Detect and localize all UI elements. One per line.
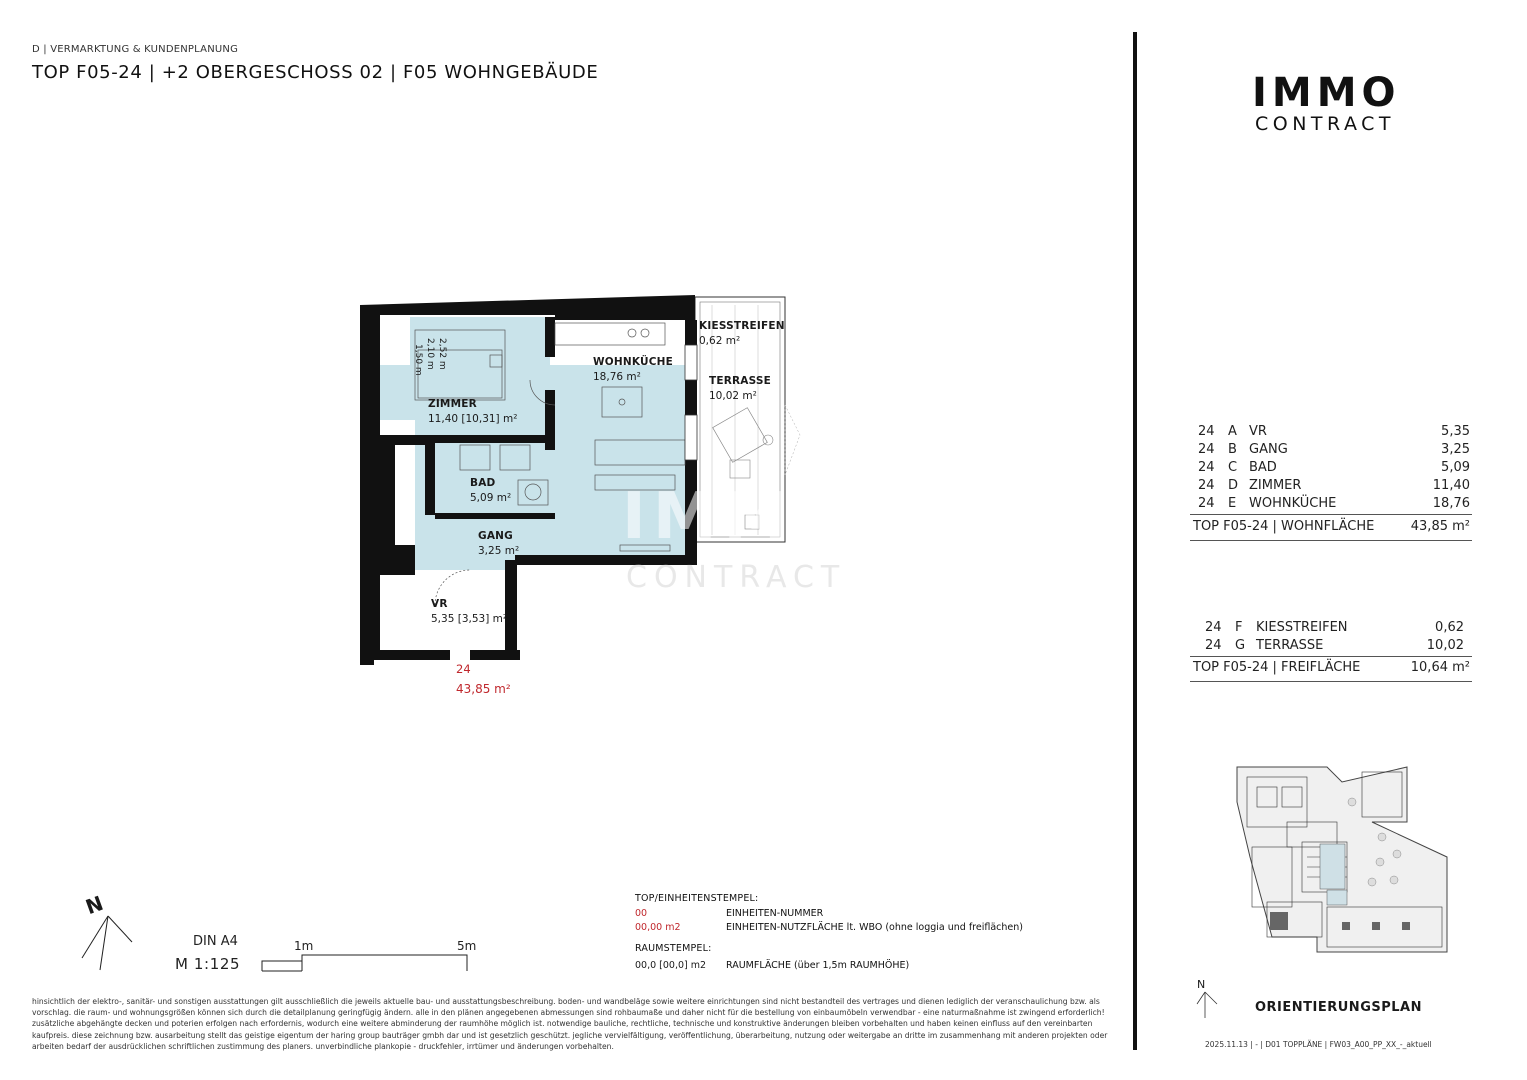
- freiflaeche-total-label: TOP F05-24 | FREIFLÄCHE: [1193, 660, 1361, 675]
- orientation-plan-map: [1232, 762, 1482, 962]
- stamp-desc-unit-area: EINHEITEN-NUTZFLÄCHE lt. WBO (ohne loggia und freiflächen): [726, 922, 1023, 933]
- table-row: 24 B GANG 3,25: [1198, 442, 1470, 457]
- table-divider: [1190, 540, 1472, 541]
- table-row: 24 A VR 5,35: [1198, 424, 1470, 439]
- table-divider: [1190, 681, 1472, 682]
- table-row: 24 E WOHNKÜCHE 18,76: [1198, 496, 1470, 511]
- room-area-terrasse: 10,02 m²: [709, 390, 757, 402]
- wohnflaeche-table: [1190, 424, 1480, 544]
- scale-label-1m: 1m: [294, 939, 314, 953]
- orientation-north-label: N: [1197, 978, 1206, 991]
- north-arrow-icon: [80, 912, 140, 972]
- stamp-desc-unit-number: EINHEITEN-NUMMER: [726, 908, 824, 919]
- unit-number: 24: [456, 662, 471, 676]
- scale-bar: [260, 953, 470, 973]
- watermark-top: IMMO: [622, 480, 856, 554]
- room-area-zimmer: 11,40 [10,31] m²: [428, 413, 518, 425]
- page-divider: [1133, 32, 1137, 1050]
- dimension-label: 2,52 m: [437, 338, 447, 370]
- table-row: 24 D ZIMMER 11,40: [1198, 478, 1470, 493]
- wohnflaeche-total-label: TOP F05-24 | WOHNFLÄCHE: [1193, 519, 1375, 534]
- table-divider: [1190, 514, 1472, 515]
- document-subtitle: D | VERMARKTUNG & KUNDENPLANUNG: [32, 44, 239, 55]
- logo-wordmark-bottom: CONTRACT: [1255, 113, 1396, 135]
- room-name-terrasse: TERRASSE: [709, 375, 772, 387]
- freiflaeche-total-value: 10,64 m²: [1410, 660, 1470, 675]
- stamp-legend-title: TOP/EINHEITENSTEMPEL:: [635, 893, 759, 904]
- table-row: 24 F KIESSTREIFEN 0,62: [1205, 620, 1464, 635]
- watermark-bottom: CONTRACT: [626, 560, 847, 595]
- orientation-plan-title: ORIENTIERUNGSPLAN: [1255, 1000, 1422, 1015]
- room-name-wohnkueche: WOHNKÜCHE: [593, 356, 674, 368]
- table-row: 24 C BAD 5,09: [1198, 460, 1470, 475]
- scale-ratio: M 1:125: [175, 955, 241, 973]
- room-area-kiesstreifen: 0,62 m²: [699, 335, 741, 347]
- footer-reference: 2025.11.13 | - | D01 TOPPLÄNE | FW03_A00_PP_XX_-_aktuell: [1205, 1040, 1432, 1049]
- logo-wordmark-top: IMMO: [1252, 70, 1401, 116]
- stamp-desc-room-area: RAUMFLÄCHE (über 1,5m RAUMHÖHE): [726, 960, 910, 971]
- table-row: 24 G TERRASSE 10,02: [1205, 638, 1464, 653]
- room-area-gang: 3,25 m²: [478, 545, 520, 557]
- room-name-gang: GANG: [478, 530, 513, 542]
- stamp-code-unit-area: 00,00 m2: [635, 922, 681, 933]
- dimension-label: 2,10 m: [425, 338, 435, 370]
- scale-label-5m: 5m: [457, 939, 477, 953]
- room-area-bad: 5,09 m²: [470, 492, 512, 504]
- unit-area: 43,85 m²: [456, 682, 511, 696]
- north-label: N: [82, 890, 107, 920]
- stamp-code-room-area: 00,0 [00,0] m2: [635, 960, 707, 971]
- freiflaeche-table: [1190, 620, 1480, 690]
- document-title: TOP F05-24 | +2 OBERGESCHOSS 02 | F05 WOHNGEBÄUDE: [32, 62, 599, 83]
- room-name-bad: BAD: [470, 477, 496, 489]
- room-area-vr: 5,35 [3,53] m²: [431, 613, 508, 625]
- legal-disclaimer: hinsichtlich der elektro-, sanitär- und sonstigen ausstattungen gilt ausschließlich die jeweils aktuelle bau- und ausstattungsbeschreibung. boden- und wandbeläge sowie weitere einrichtungen sind nicht bestandteil des vertrages und dienen lediglich der veranschaulichung bzw. als vorschlag. die raum- und wohnungsgrößen können sich durch die detailplanung geringfügig ändern. alle in den plänen angegebenen abmessungen sind rohbaumaße und daher nicht für die bestellung von einbaumöbeln verwendbar - eine naturmaßnahme ist zwingend erforderlich! zusätzliche abgehängte decken und poterien erfolgen nach erfordernis, wodurch eine weitere abminderung der raumhöhe möglich ist. notwendige bauliche, rechtliche, technische und konstruktive änderungen bleiben vorbehalten und haben keinen einfluss auf den vereinbarten kaufpreis. diese zeichnung bzw. ausarbeitung stellt das geistige eigentum der haring group bauträger gmbh dar und ist gesetzlich geschützt. jegliche vervielfältigung, veröffentlichung, überarbeitung, nutzung oder weitergabe an dritte im zusammenhang mit anderen projekten oder arbeiten bedarf der ausdrücklichen schriftlichen zustimmung des planers. unverbindliche plankopie - druckfehler, irrtümer und änderungen vorbehalten.: [32, 997, 1108, 1051]
- room-area-wohnkueche: 18,76 m²: [593, 371, 641, 383]
- room-name-kiesstreifen: KIESSTREIFEN: [699, 320, 785, 332]
- paper-format: DIN A4: [193, 934, 238, 949]
- room-name-vr: VR: [431, 598, 448, 610]
- table-divider: [1190, 656, 1472, 657]
- room-name-zimmer: ZIMMER: [428, 398, 477, 410]
- orientation-north-arrow-icon: [1195, 990, 1225, 1020]
- dimension-label: 1,50 m: [413, 344, 423, 376]
- stamp-code-unit-number: 00: [635, 908, 648, 919]
- wohnflaeche-total-value: 43,85 m²: [1410, 519, 1470, 534]
- room-stamp-title: RAUMSTEMPEL:: [635, 943, 712, 954]
